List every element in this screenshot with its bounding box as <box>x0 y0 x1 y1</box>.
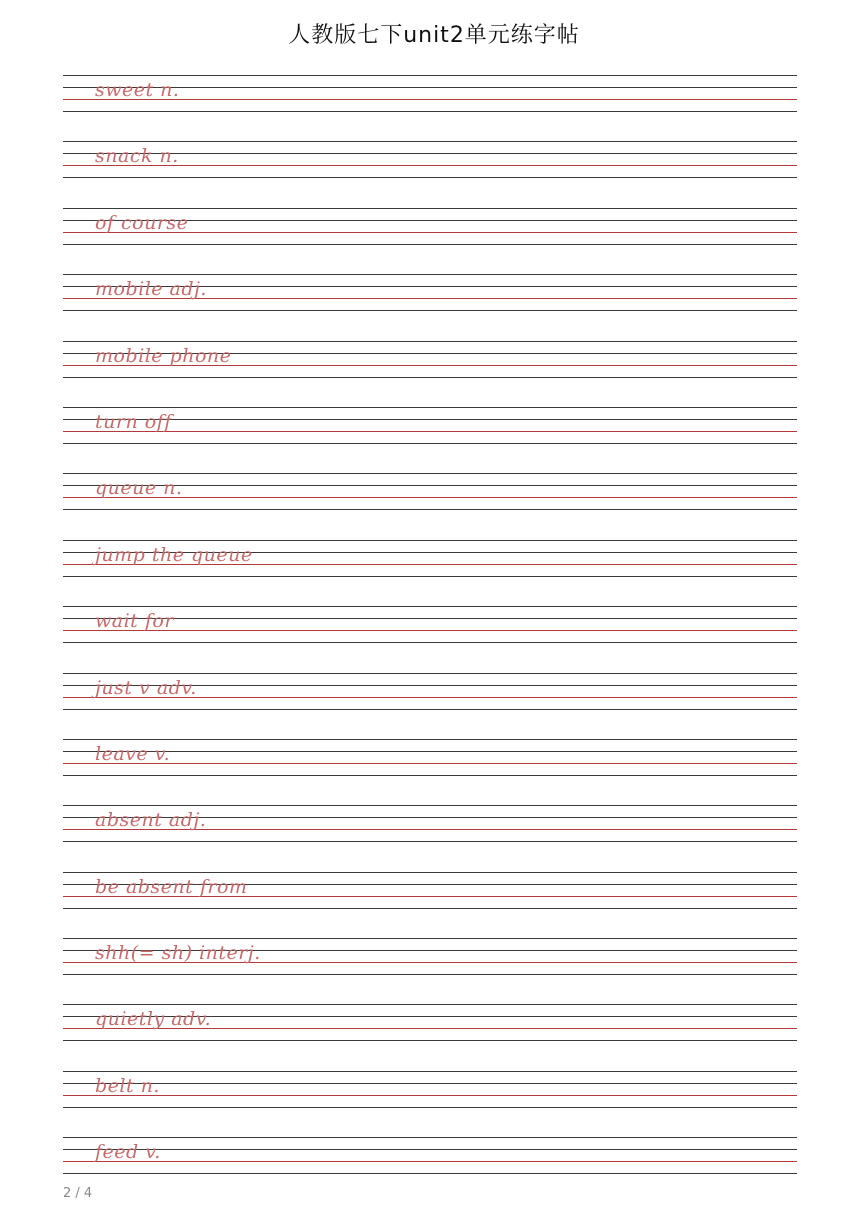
practice-row <box>63 805 797 842</box>
practice-row <box>63 1071 797 1108</box>
practice-word: snack n. <box>95 145 179 168</box>
practice-row <box>63 1137 797 1174</box>
writing-sheet <box>63 75 797 1204</box>
practice-row <box>63 1004 797 1041</box>
practice-row <box>63 208 797 245</box>
practice-word: jump the queue <box>95 543 253 566</box>
practice-word: belt n. <box>95 1074 160 1097</box>
practice-word: feed v. <box>95 1141 161 1164</box>
practice-word: quietly adv. <box>95 1008 212 1031</box>
practice-row <box>63 75 797 112</box>
practice-row <box>63 606 797 643</box>
practice-row <box>63 938 797 975</box>
practice-row <box>63 407 797 444</box>
practice-row <box>63 141 797 178</box>
practice-word: be absent from <box>95 875 248 898</box>
practice-word: mobile phone <box>95 344 232 367</box>
practice-word: absent adj. <box>95 809 207 832</box>
practice-row <box>63 540 797 577</box>
practice-word: leave v. <box>95 742 171 765</box>
page-title: 人教版七下unit2单元练字帖 <box>288 23 580 48</box>
practice-word: just v adv. <box>95 676 197 699</box>
practice-row <box>63 473 797 510</box>
practice-row <box>63 274 797 311</box>
practice-word: shh(= sh) interj. <box>95 942 261 965</box>
page-indicator: 2 / 4 <box>63 1186 93 1201</box>
practice-row <box>63 673 797 710</box>
practice-row <box>63 872 797 909</box>
practice-word: mobile adj. <box>95 278 207 301</box>
practice-word: queue n. <box>95 477 183 500</box>
practice-row <box>63 739 797 776</box>
practice-word: sweet n. <box>95 79 180 101</box>
practice-word: turn off <box>95 410 172 433</box>
practice-word: of course <box>95 211 189 234</box>
practice-row <box>63 341 797 378</box>
practice-word: wait for <box>95 610 174 633</box>
